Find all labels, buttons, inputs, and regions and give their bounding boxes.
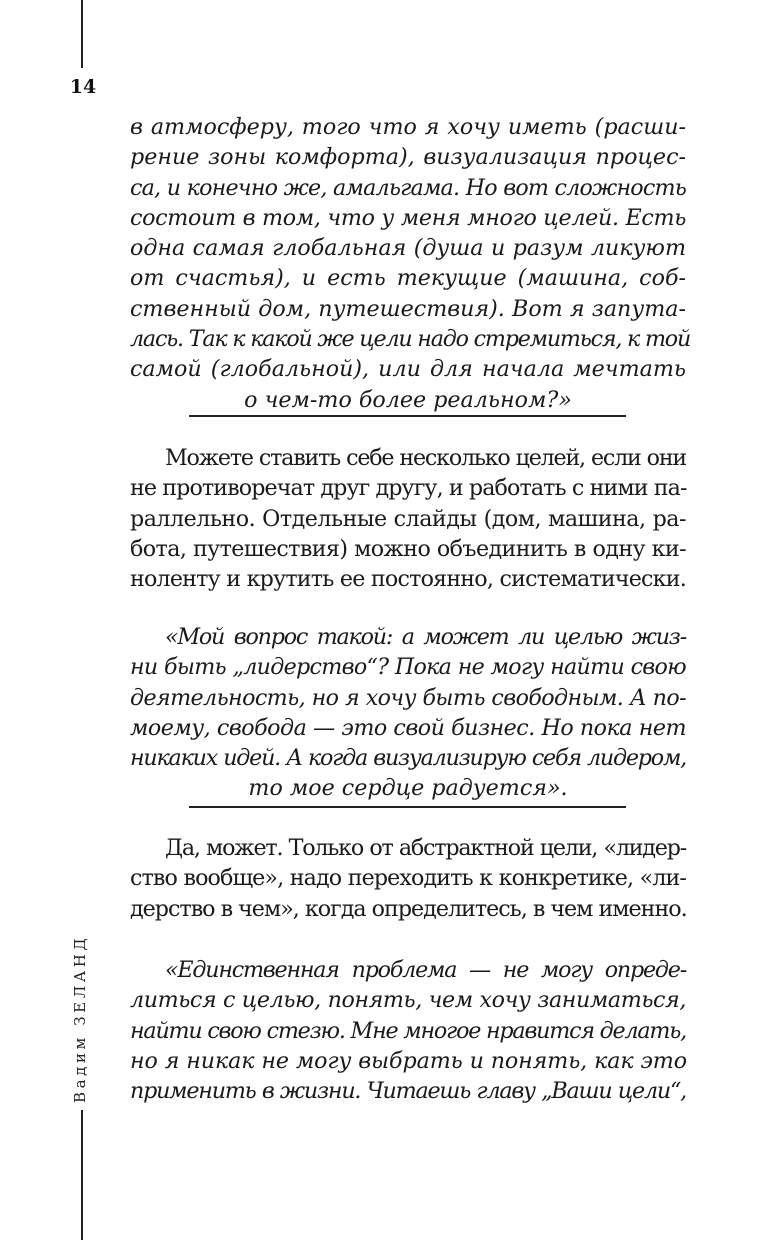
author-answer-2 bbox=[130, 833, 686, 924]
text-line: Можете ставить себе несколько целей, если они bbox=[165, 445, 686, 471]
text-line: ство вообще», надо переходить к конкретике, «ли- bbox=[130, 865, 686, 892]
author-answer-1 bbox=[130, 443, 686, 594]
text-line: одна самая глобальная (душа и разум ликуют bbox=[130, 235, 686, 262]
text-line: ни быть „лидерство“? Пока не могу найти свою bbox=[130, 654, 686, 681]
text-line: но я никак не могу выбрать и понять, как это bbox=[130, 1047, 687, 1074]
reader-question-2 bbox=[130, 622, 686, 804]
text-line: ственный дом, путешествия). Вот я запута- bbox=[130, 295, 686, 322]
question-separator bbox=[189, 806, 626, 808]
text-line: деятельность, но я хочу быть свободным. А по- bbox=[130, 684, 686, 711]
running-head-author: Вадим ЗЕЛАНД bbox=[71, 934, 89, 1103]
text-line: дерство в чем», когда определитесь, в чем именно. bbox=[130, 895, 687, 922]
text-line: то мое сердце радуется». bbox=[248, 775, 568, 802]
text-line: литься с целью, понять, чем хочу заниматься, bbox=[130, 987, 686, 1014]
text-line: в атмосферу, того что я хочу иметь (расши- bbox=[130, 114, 686, 140]
text-line: «Мой вопрос такой: а может ли целью жиз- bbox=[165, 624, 686, 650]
reader-question-1 bbox=[130, 112, 691, 415]
text-line: применить в жизни. Читаешь главу „Ваши цели“, bbox=[130, 1078, 686, 1105]
text-line: Да, может. Только от абстрактной цели, «лидер- bbox=[165, 835, 686, 861]
text-line: от счастья), и есть текущие (машина, соб- bbox=[130, 265, 686, 292]
text-line: никаких идей. А когда визуализирую себя лидером, bbox=[130, 745, 686, 772]
text-line: лась. Так к какой же цели надо стремиться, к той bbox=[130, 326, 691, 353]
text-line: «Единственная проблема — не могу опреде- bbox=[165, 957, 686, 983]
question-separator bbox=[189, 415, 626, 417]
text-line: раллельно. Отдельные слайды (дом, машина, ра- bbox=[130, 505, 686, 532]
text-line: не противоречат друг другу, и работать с ними па- bbox=[130, 475, 687, 502]
text-line: о чем-то более реальном?» bbox=[244, 386, 572, 413]
text-line: са, и конечно же, амальгама. Но вот сложность bbox=[130, 174, 686, 201]
text-line: бота, путешествия) можно объединить в одну ки- bbox=[130, 535, 686, 562]
margin-rule-bottom bbox=[81, 1110, 83, 1240]
text-line: рение зоны комфорта), визуализация процес- bbox=[130, 144, 686, 171]
text-line: найти свою стезю. Мне многое нравится делать, bbox=[130, 1017, 686, 1044]
page-number: 14 bbox=[69, 76, 97, 98]
text-line: самой (глобальной), или для начала мечтать bbox=[130, 356, 686, 383]
reader-question-3 bbox=[130, 955, 686, 1106]
text-line: состоит в том, что у меня много целей. Есть bbox=[130, 204, 687, 231]
margin-rule-top bbox=[81, 0, 83, 68]
text-line: моему, свобода — это свой бизнес. Но пока нет bbox=[130, 714, 686, 741]
text-line: ноленту и крутить ее постоянно, систематически. bbox=[130, 566, 686, 593]
